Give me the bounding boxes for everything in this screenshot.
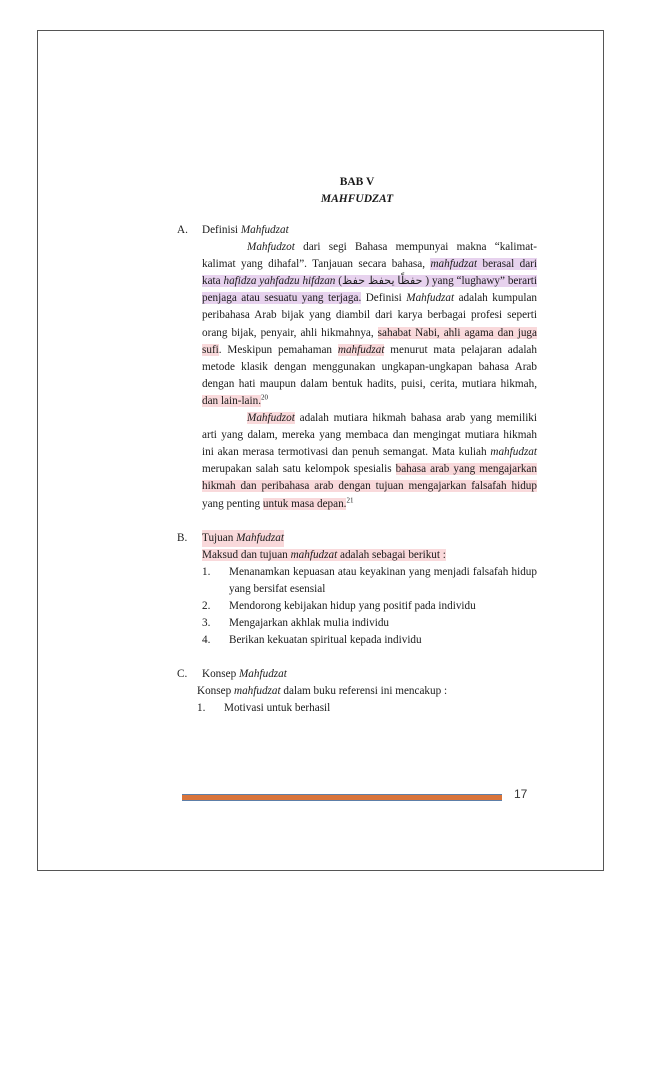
page-number: 17 (514, 787, 528, 801)
section-tujuan (177, 530, 537, 650)
document-page (37, 30, 604, 871)
footer-divider (182, 794, 502, 801)
list-item: 2. Mendorong kebijakan hidup yang positif pada individu (202, 599, 476, 612)
list-item: 1. Menanamkan kepuasan atau keyakinan yang menjadi falsafah hidup yang bersifat esensial (202, 565, 537, 595)
chapter-title: BAB V (339, 176, 375, 188)
konsep-list (197, 700, 537, 717)
paragraph-mutiara: Mahfudzot adalah mutiara hikmah bahasa arab yang memiliki arti yang dalam, mereka yang membaca dan mengingat mutiara hikmah ini akan merasa termotivasi dan penuh semangat. Mata kuliah mahfudzat merupakan salah satu kelompok spesialis bahasa arab yang mengajarkan hikmah dan peribahasa arab dengan tujuan mengajarkan falsafah hidup yang penting untuk masa depan.$^{21}$ (202, 412, 537, 510)
section-letter: C. (177, 668, 188, 681)
section-konsep (177, 666, 537, 717)
section-heading-text: Tujuan Mahfudzat (202, 530, 284, 547)
section-definisi (177, 222, 537, 513)
section-heading (177, 222, 537, 239)
section-letter: A. (177, 224, 188, 236)
section-heading (177, 530, 537, 547)
section-heading (177, 666, 537, 683)
section-heading-text: Definisi Mahfudzat (202, 224, 289, 236)
footnote-ref[interactable]: 21 (346, 495, 354, 504)
page-content (177, 174, 537, 718)
paragraph-definition: Mahfudzot dari segi Bahasa mempunyai makna “kalimat-kalimat yang dihafal”. Tanjauan secara bahasa, mahfudzat berasal dari kata hafidza yahfadzu hifdzan (حفظًا يحفظ حفظ ) yang “lughawy” berarti penjaga atau sesuatu yang terjaga. Definisi Mahfudzat adalah kumpulan peribahasa Arab bijak yang diambil dari karya berbagai profesi seperti orang bijak, penyair, ahli hikmahnya, sahabat Nabi, ahli agama dan juga sufi. Meskipun pemahaman mahfudzat menurut mata pelajaran adalah metode klasik dengan menggunakan ungkapan-ungkapan bahasa Arab dengan hati maupun dalam bentuk hadits, puisi, cerita, mutiara hikmah, dan lain-lain.$^{20}$ (202, 241, 538, 407)
list-item: 3. Mengajarkan akhlak mulia individu (202, 617, 390, 630)
tujuan-list (202, 564, 537, 649)
section-heading-text: Konsep Mahfudzat (202, 668, 287, 681)
section-letter: B. (177, 531, 188, 544)
list-item: 1. Motivasi untuk berhasil (197, 702, 331, 715)
footnote-ref[interactable]: 20 (261, 393, 269, 402)
section-intro: Maksud dan tujuan mahfudzat adalah sebagai berikut : (202, 548, 446, 561)
section-intro: Konsep mahfudzat dalam buku referensi ini mencakup : (197, 685, 448, 698)
chapter-subtitle: MAHFUDZAT (320, 193, 394, 205)
list-item: 4. Berikan kekuatan spiritual kepada individu (202, 634, 422, 647)
